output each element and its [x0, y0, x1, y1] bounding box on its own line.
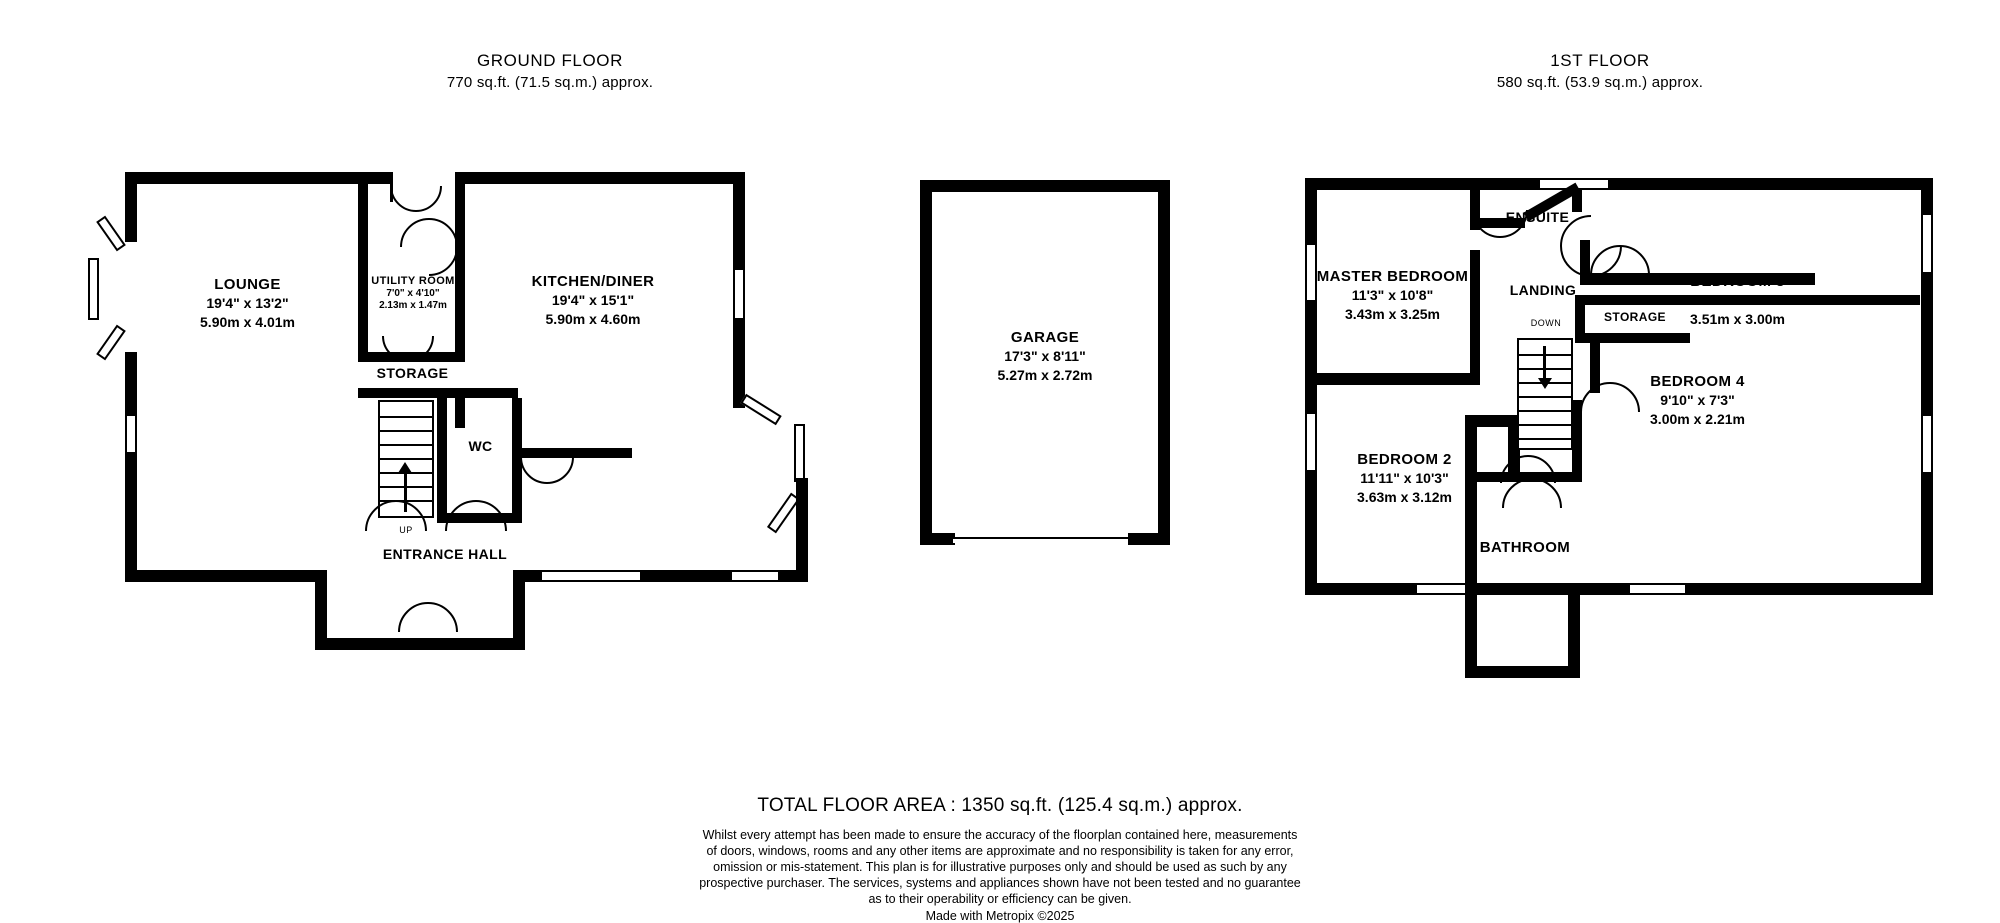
- first-floor-plan: [1250, 0, 2000, 700]
- room-label-entrance-hall: [355, 545, 535, 564]
- window-lounge-left-4: [125, 414, 137, 456]
- wall-storage-top: [358, 388, 518, 398]
- room-name-entrance-hall: ENTRANCE HALL: [382, 546, 508, 562]
- wall-wc-left: [437, 398, 447, 523]
- room-label-storage-first: [1580, 308, 1690, 327]
- door-bathroom: [1502, 478, 1562, 538]
- door-front: [398, 602, 458, 662]
- room-label-storage-ground: [345, 364, 480, 383]
- wall-first-bottom-right-a: [1580, 583, 1630, 595]
- wall-ground-left-lower: [125, 452, 137, 582]
- wall-ground-top-left: [125, 172, 390, 184]
- footer: [0, 795, 2000, 923]
- room-name-storage-ground: STORAGE: [376, 365, 449, 381]
- room-label-garage: [920, 328, 1170, 385]
- room-name-utility: UTILITY ROOM: [371, 275, 455, 287]
- room-name-lounge: LOUNGE: [214, 276, 281, 293]
- room-metric-garage: 5.27m x 2.72m: [997, 367, 1093, 383]
- room-label-bedroom4: [1605, 372, 1790, 429]
- door-kitchen-hall: [520, 430, 574, 484]
- ground-floor-plan: [0, 0, 860, 700]
- room-label-ensuite: [1475, 208, 1600, 227]
- room-name-bedroom3: BEDROOM 3: [1690, 273, 1785, 290]
- room-label-lounge: [140, 275, 355, 332]
- room-metric-kitchen: 5.90m x 4.60m: [545, 311, 641, 327]
- room-metric-bedroom4: 3.00m x 2.21m: [1650, 411, 1745, 427]
- wall-master-bottom: [1305, 373, 1480, 385]
- door-jamb-utility-top: [390, 172, 393, 202]
- wall-ground-right-mid: [733, 318, 745, 408]
- wall-lounge-right: [358, 172, 368, 362]
- room-label-master-bedroom: [1300, 267, 1485, 324]
- stairs-up-arrow-head: [398, 462, 412, 473]
- door-utility-right: [400, 218, 458, 276]
- wall-kitchen-hall-2: [512, 448, 632, 458]
- wall-garage-bottom-left: [920, 533, 955, 545]
- room-name-bedroom4: BEDROOM 4: [1650, 373, 1745, 390]
- room-metric-lounge: 5.90m x 4.01m: [200, 314, 295, 330]
- wall-first-right-mid: [1921, 272, 1933, 417]
- wall-porch-right: [513, 570, 525, 650]
- wall-ground-left-mid: [125, 352, 137, 414]
- wall-porch-bottom: [315, 638, 525, 650]
- room-label-utility: [358, 274, 468, 312]
- disclaimer: [0, 827, 2000, 907]
- door-utility-top: [390, 160, 442, 212]
- wall-ground-right-upper: [733, 172, 745, 272]
- room-name-garage: GARAGE: [1010, 329, 1080, 346]
- wall-ground-right-lower: [796, 478, 808, 578]
- room-imperial-garage: 17'3" x 8'11": [1004, 348, 1086, 364]
- wall-ground-left-upper: [125, 172, 137, 242]
- window-bed4-right: [1921, 414, 1933, 476]
- room-label-wc: [443, 437, 518, 456]
- wall-first-right-lower: [1921, 472, 1933, 595]
- stairs-down-label: DOWN: [1530, 318, 1562, 328]
- disclaimer-line-5: as to their operability or efficiency can be given.: [868, 892, 1132, 906]
- wall-bathroom-left: [1465, 583, 1477, 678]
- room-name-ensuite: ENSUITE: [1505, 209, 1570, 225]
- window-kitchen-right-1: [733, 268, 745, 323]
- room-label-bedroom2: [1312, 450, 1497, 507]
- room-name-bedroom2: BEDROOM 2: [1357, 451, 1452, 468]
- room-label-kitchen: [483, 272, 703, 329]
- room-imperial-master-bedroom: 11'3" x 10'8": [1351, 287, 1434, 303]
- metropix-credit: Made with Metropix ©2025: [925, 909, 1075, 923]
- wall-first-top-right: [1608, 178, 1933, 190]
- wall-bathroom-right: [1568, 583, 1580, 678]
- wall-ground-top-right: [455, 172, 745, 184]
- wall-storage1-bottom: [1575, 333, 1690, 343]
- first-floor-area-text: 580 sq.ft. (53.9 sq.m.) approx.: [1496, 74, 1704, 91]
- room-metric-bedroom3: 3.51m x 3.00m: [1690, 311, 1785, 327]
- room-imperial-lounge: 19'4" x 13'2": [206, 295, 289, 311]
- window-kitchen-right-bay-1: [740, 394, 781, 426]
- window-bed3-right: [1921, 213, 1933, 275]
- room-name-landing: LANDING: [1509, 282, 1577, 298]
- disclaimer-line-4: prospective purchaser. The services, systems and appliances shown have not been tested and no guarantee: [699, 876, 1301, 890]
- room-imperial-bedroom2: 11'11" x 10'3": [1360, 470, 1449, 486]
- stairs-down-arrow-shaft: [1543, 346, 1546, 382]
- window-lounge-left-3: [96, 325, 126, 361]
- stairs-down-arrow-head: [1538, 378, 1552, 389]
- room-name-wc: WC: [468, 438, 493, 454]
- disclaimer-line-3: omission or mis-statement. This plan is for illustrative purposes only and should be used as such by any: [713, 860, 1287, 874]
- wall-storage-right: [455, 388, 465, 428]
- room-imperial-utility: 7'0" x 4'10": [386, 288, 440, 299]
- room-name-storage-first: STORAGE: [1604, 310, 1666, 324]
- wall-first-top-left: [1305, 178, 1545, 190]
- room-label-bathroom: [1450, 538, 1600, 557]
- ground-floor-title-text: GROUND FLOOR: [476, 51, 624, 70]
- room-name-bathroom: BATHROOM: [1479, 539, 1571, 556]
- room-name-master-bedroom: MASTER BEDROOM: [1316, 268, 1469, 285]
- disclaimer-line-1: Whilst every attempt has been made to ensure the accuracy of the floorplan contained here, measurements: [702, 828, 1298, 842]
- window-kitchen-right-bay-2: [794, 424, 805, 482]
- room-metric-master-bedroom: 3.43m x 3.25m: [1345, 306, 1440, 322]
- wall-first-left-upper: [1305, 178, 1317, 248]
- wall-ground-bottom-left: [125, 570, 315, 582]
- room-imperial-kitchen: 19'4" x 15'1": [551, 292, 635, 308]
- garage-door: [953, 537, 1131, 543]
- window-kitchen-bottom: [730, 570, 785, 582]
- wall-ground-bottom-right: [640, 570, 735, 582]
- window-bed4-bottom: [1628, 583, 1688, 595]
- window-bed2-bottom: [1415, 583, 1470, 595]
- stairs-up-label: UP: [399, 525, 413, 535]
- wall-first-bottom-left: [1305, 583, 1420, 595]
- disclaimer-line-2: of doors, windows, rooms and any other items are approximate and no responsibility is taken for any error,: [706, 844, 1294, 858]
- room-imperial-bedroom4: 9'10" x 7'3": [1660, 392, 1735, 408]
- first-floor-title-text: 1ST FLOOR: [1550, 51, 1650, 70]
- room-imperial-bedroom3: 11'6" x 9'10": [1696, 292, 1779, 308]
- wall-garage-bottom-right: [1128, 533, 1170, 545]
- room-metric-utility: 2.13m x 1.47m: [379, 300, 447, 311]
- room-metric-bedroom2: 3.63m x 3.12m: [1357, 489, 1452, 505]
- wall-bathroom-bottom: [1465, 666, 1580, 678]
- door-utility-bottom: [382, 310, 434, 362]
- wall-bathroom-top-right: [1572, 400, 1582, 480]
- window-lounge-left-1: [96, 216, 126, 252]
- wall-garage-top: [920, 180, 1170, 192]
- wall-utility-kitchen: [455, 172, 465, 352]
- wall-first-right-upper: [1921, 178, 1933, 216]
- window-lounge-left-2: [88, 258, 99, 320]
- window-hall-bottom: [540, 570, 645, 582]
- wall-first-bottom-right-b: [1685, 583, 1933, 595]
- room-name-kitchen: KITCHEN/DINER: [531, 273, 655, 290]
- garage-plan: [860, 0, 1180, 700]
- room-label-landing: [1478, 281, 1608, 300]
- total-floor-area: TOTAL FLOOR AREA : 1350 sq.ft. (125.4 sq.m.) approx.: [757, 795, 1243, 816]
- ground-floor-area-text: 770 sq.ft. (71.5 sq.m.) approx.: [446, 74, 654, 91]
